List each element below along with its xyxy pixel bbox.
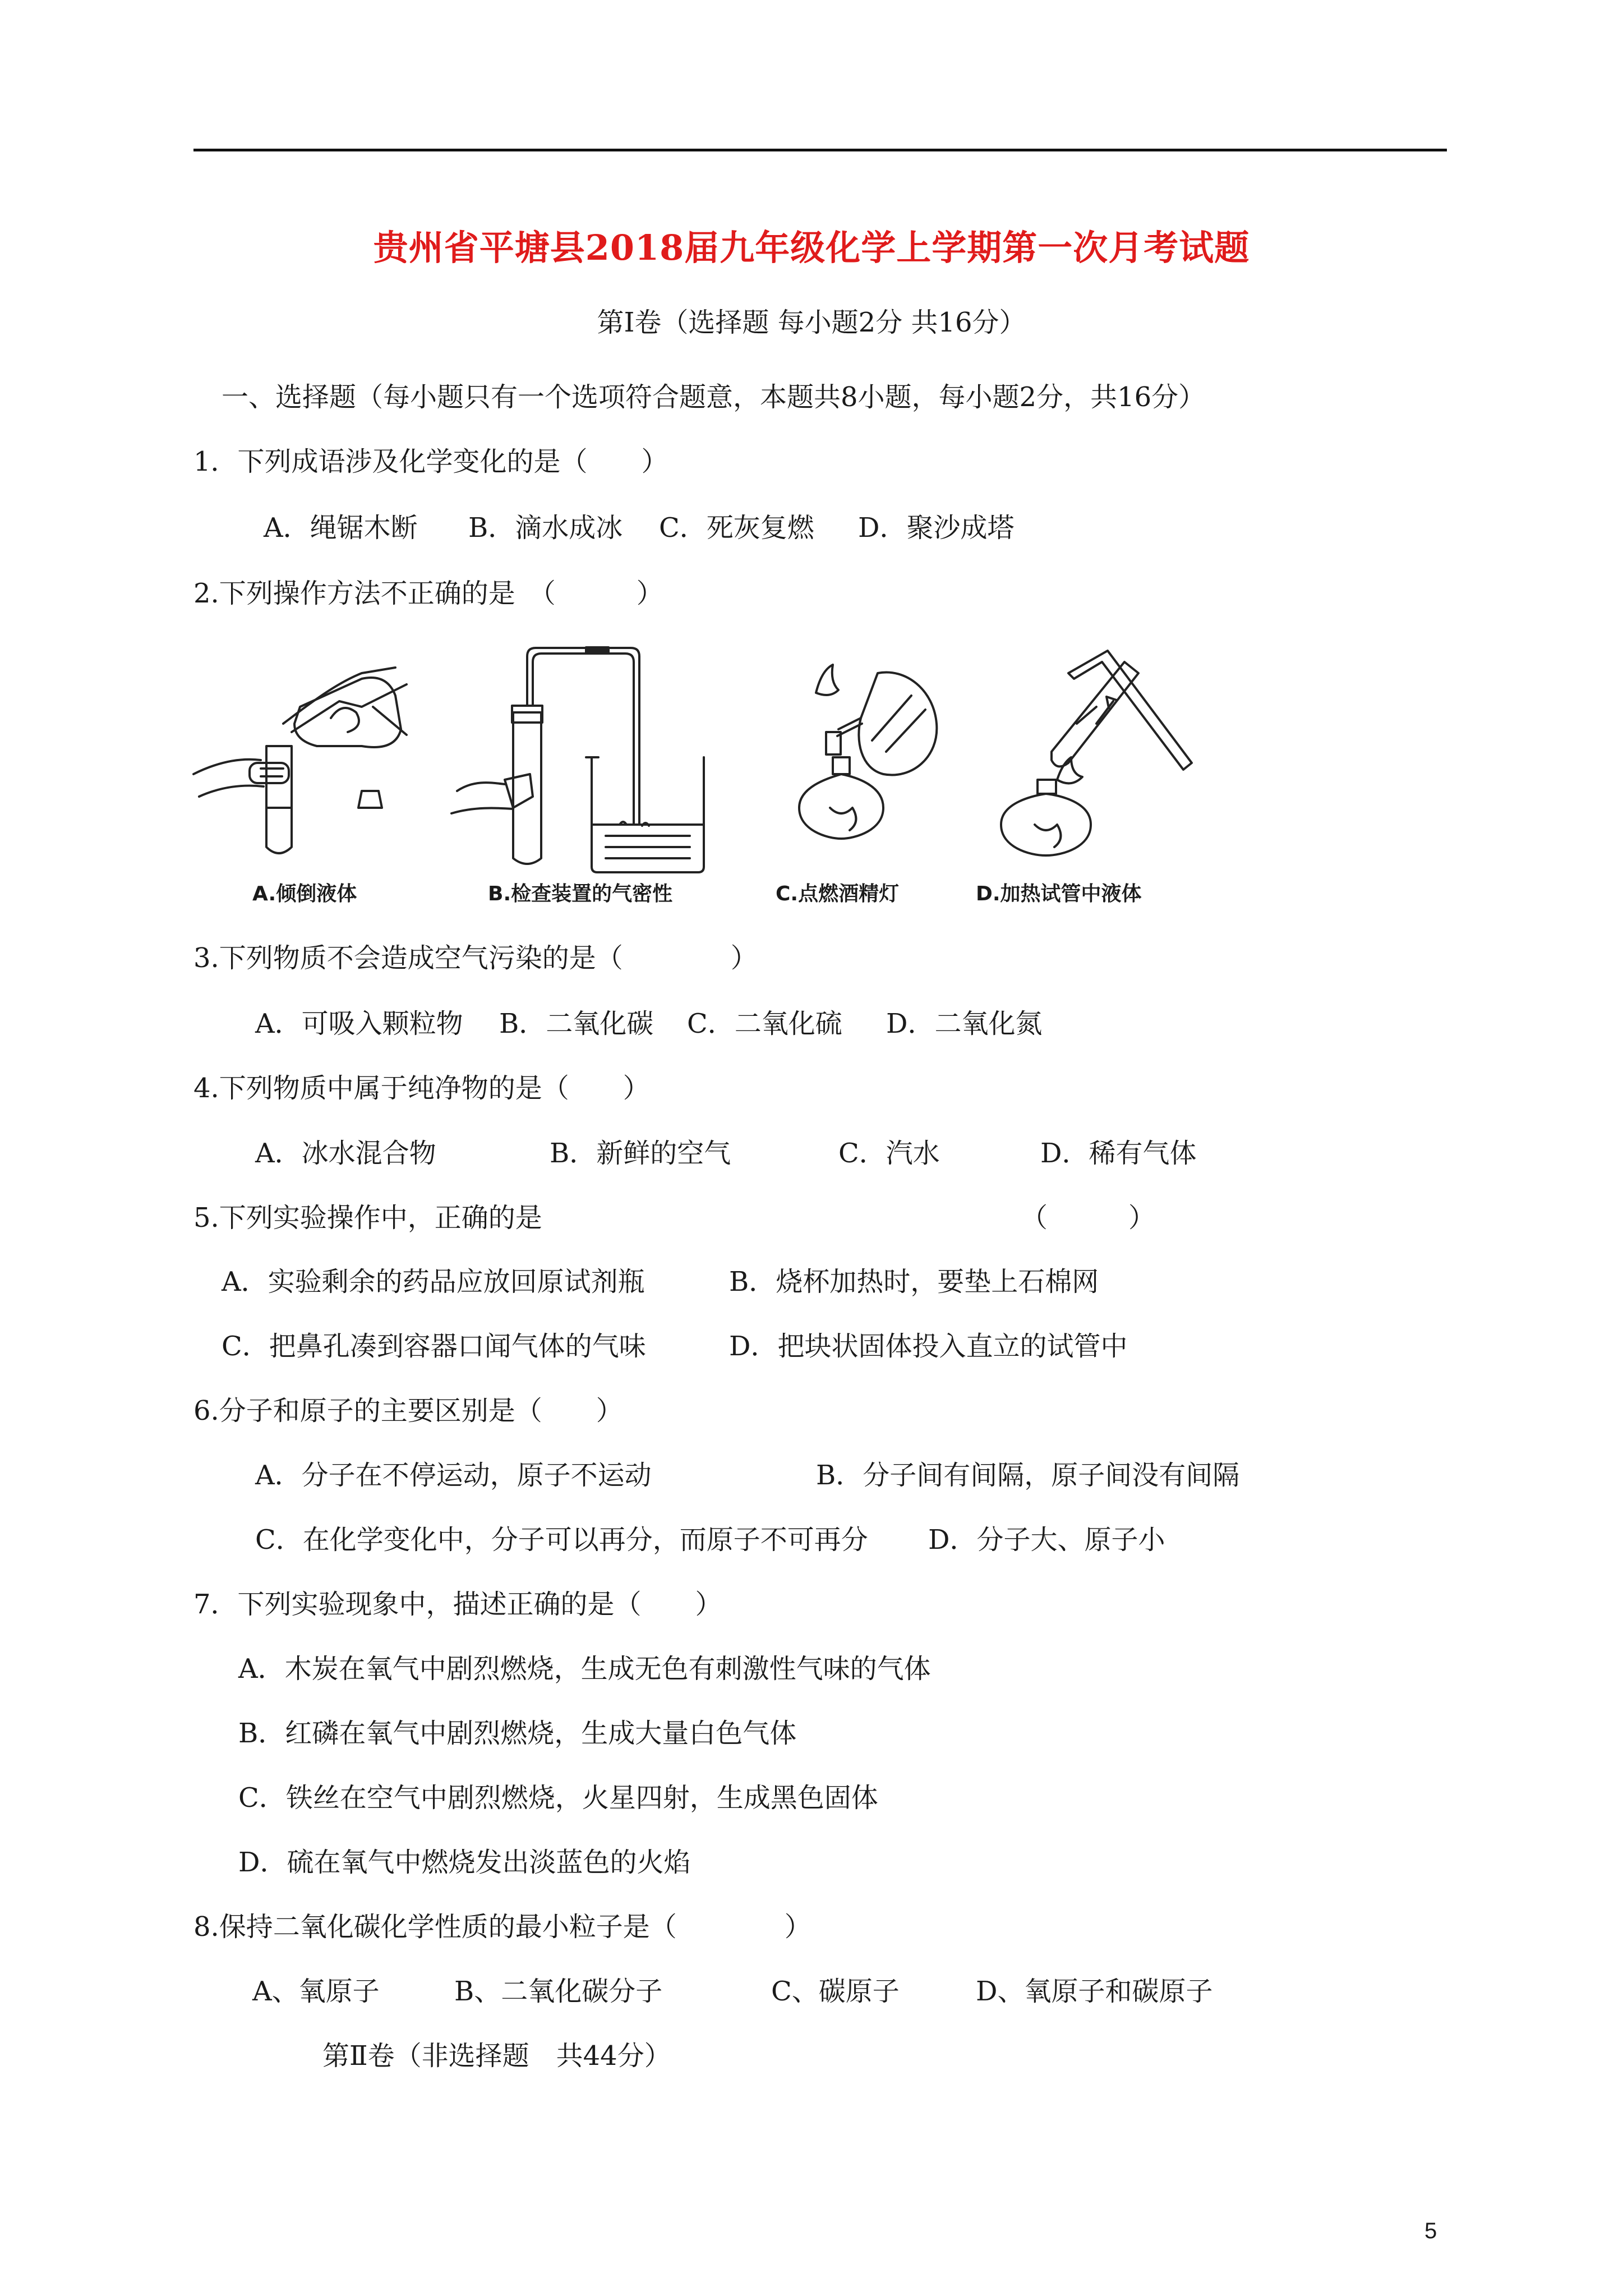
q4-option-a: A．冰水混合物 <box>255 1138 436 1169</box>
figure-a-caption: A.倾倒液体 <box>252 882 357 905</box>
question-7-stem: 7．下列实验现象中，描述正确的是（ ） <box>193 1589 722 1620</box>
question-3-stem: 3.下列物质不会造成空气污染的是（ ） <box>193 942 758 974</box>
q4-option-b: B．新鲜的空气 <box>550 1138 731 1169</box>
q4-option-d: D．稀有气体 <box>1040 1138 1197 1169</box>
q6-option-d: D．分子大、原子小 <box>928 1524 1165 1556</box>
q3-option-c: C．二氧化硫 <box>687 1008 842 1039</box>
figure-c-caption: C.点燃酒精灯 <box>776 882 900 905</box>
figure-b-caption: B.检查装置的气密性 <box>488 882 673 905</box>
section-heading: 一、选择题（每小题只有一个选项符合题意，本题共8小题，每小题2分，共16分） <box>222 381 1206 413</box>
q1-option-c: C．死灰复燃 <box>659 512 814 544</box>
q1-option-a: A．绳锯木断 <box>264 512 418 544</box>
pouring-liquid-figure <box>193 639 429 864</box>
question-4-stem: 4.下列物质中属于纯净物的是（ ） <box>193 1073 650 1104</box>
q7-option-a: A．木炭在氧气中剧烈燃烧，生成无色有刺激性气味的气体 <box>238 1653 931 1685</box>
q8-option-b: B、二氧化碳分子 <box>454 1976 663 2007</box>
q6-option-b: B．分子间有间隔，原子间没有间隔 <box>816 1460 1240 1491</box>
q3-option-d: D．二氧化氮 <box>886 1008 1043 1039</box>
lighting-alcohol-lamp-figure <box>777 639 956 864</box>
question-1-stem: 1．下列成语涉及化学变化的是（ ） <box>193 446 668 477</box>
question-2-stem: 2.下列操作方法不正确的是 （ ） <box>193 578 663 609</box>
q6-option-c: C．在化学变化中，分子可以再分，而原子不可再分 <box>255 1524 868 1556</box>
q5-option-d: D．把块状固体投入直立的试管中 <box>729 1331 1128 1362</box>
page-number: 5 <box>1424 2219 1437 2243</box>
airtightness-check-figure <box>451 639 721 864</box>
q3-option-b: B．二氧化碳 <box>499 1008 654 1039</box>
header-rule <box>193 149 1447 151</box>
part2-header: 第Ⅱ卷（非选择题 共44分） <box>322 2040 671 2072</box>
q7-option-b: B．红磷在氧气中剧烈燃烧，生成大量白色气体 <box>238 1718 797 1749</box>
page-title: 贵州省平塘县2018届九年级化学上学期第一次月考试题 <box>373 227 1250 268</box>
q8-option-a: A、氧原子 <box>252 1976 380 2007</box>
figure-d-caption: D.加热试管中液体 <box>976 882 1142 905</box>
question-5-stem: 5.下列实验操作中，正确的是 <box>193 1202 542 1234</box>
q6-option-a: A．分子在不停运动，原子不运动 <box>255 1460 652 1491</box>
q5-option-b: B．烧杯加热时，要垫上石棉网 <box>729 1266 1099 1297</box>
question-6-stem: 6.分子和原子的主要区别是（ ） <box>193 1395 623 1427</box>
heating-test-tube-figure <box>967 639 1203 864</box>
q5-option-c: C．把鼻孔凑到容器口闻气体的气味 <box>222 1331 646 1362</box>
q8-option-d: D、氧原子和碳原子 <box>976 1976 1213 2007</box>
q8-option-c: C、碳原子 <box>771 1976 900 2007</box>
q7-option-c: C．铁丝在空气中剧烈燃烧，火星四射，生成黑色固体 <box>238 1782 878 1814</box>
q5-option-a: A．实验剩余的药品应放回原试剂瓶 <box>222 1266 645 1297</box>
question-5-answer-blank: （ ） <box>1021 1202 1156 1234</box>
q2-figures <box>193 639 1220 920</box>
q3-option-a: A．可吸入颗粒物 <box>255 1008 463 1039</box>
question-8-stem: 8.保持二氧化碳化学性质的最小粒子是（ ） <box>193 1911 811 1943</box>
q1-option-d: D．聚沙成塔 <box>858 512 1015 544</box>
q1-option-b: B．滴水成冰 <box>468 512 623 544</box>
q7-option-d: D．硫在氧气中燃烧发出淡蓝色的火焰 <box>238 1847 691 1878</box>
q4-option-c: C．汽水 <box>838 1138 940 1169</box>
part1-header: 第Ⅰ卷（选择题 每小题2分 共16分） <box>597 307 1026 338</box>
